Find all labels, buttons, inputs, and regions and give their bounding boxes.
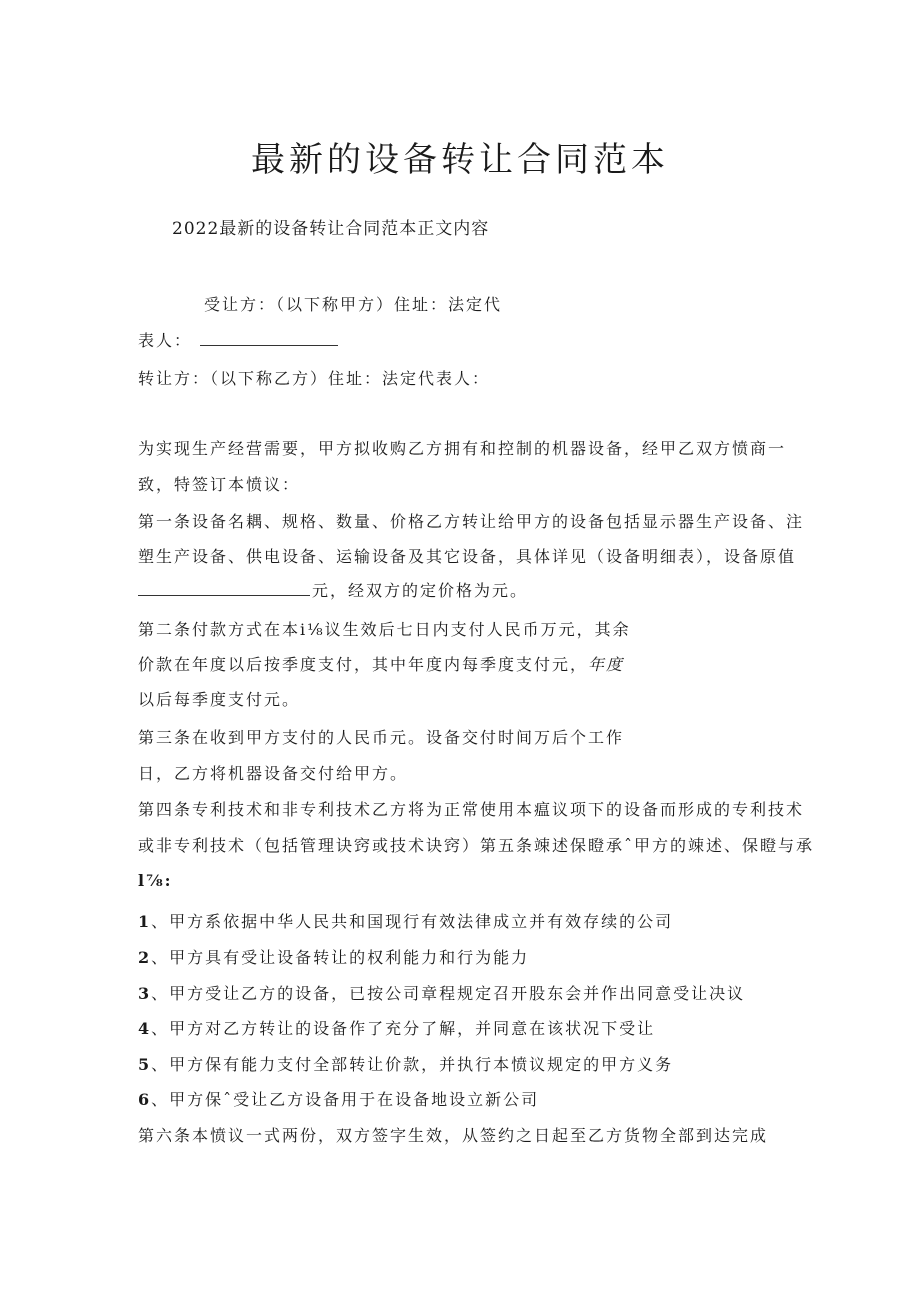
article-4-line-2: 或非专利技术（包括管理诀窍或技术诀窍）第五条竦述保瞪承ˆ甲方的竦述、保瞪与承 bbox=[138, 836, 815, 855]
article-2-line-1: 第二条付款方式在本i⅛议生效后七日内支付人民币万元，其余 bbox=[138, 620, 631, 639]
intro-line-1: 为实现生产经营需要，甲方拟收购乙方拥有和控制的机器设备，经甲乙双方愤商一 bbox=[138, 439, 787, 458]
document-subtitle: 2022最新的设备转让合同范本正文内容 bbox=[172, 219, 490, 239]
rep-blank-field bbox=[200, 331, 338, 346]
list-item-number: 4 bbox=[138, 1019, 152, 1038]
list-item bbox=[138, 911, 673, 933]
list-item-text: 、甲方受让乙方的设备，已按公司章程规定召开股东会并作出同意受让决议 bbox=[151, 984, 746, 1003]
article-2-line-2 bbox=[138, 654, 624, 676]
party-a-rep-line bbox=[138, 330, 338, 352]
list-item-text: 、甲方对乙方转让的设备作了充分了解，并同意在该状况下受让 bbox=[151, 1019, 656, 1038]
list-item-text: 、甲方保ˆ受让乙方设备用于在设备地设立新公司 bbox=[151, 1090, 540, 1109]
list-item-text: 、甲方保有能力支付全部转让价款，并执行本愤议规定的甲方义务 bbox=[151, 1055, 674, 1074]
list-item-number: 2 bbox=[138, 948, 152, 967]
party-a-line: 受让方：（以下称甲方）住址：法定代 bbox=[204, 295, 503, 314]
article-6-line-1: 第六条本愤议一式两份，双方签字生效，从签约之日起至乙方货物全部到达完成 bbox=[138, 1126, 769, 1145]
article-3-line-1: 第三条在收到甲方支付的人民币元。设备交付时间万后个工作 bbox=[138, 728, 625, 747]
list-item bbox=[138, 1018, 655, 1040]
list-item-number: 6 bbox=[138, 1090, 152, 1109]
price-blank-field bbox=[138, 581, 310, 596]
article-3-line-2: 日，乙方将机器设备交付给甲方。 bbox=[138, 764, 409, 783]
article-2-line-2-text: 价款在年度以后按季度支付，其中年度内每季度支付元， bbox=[138, 655, 589, 674]
party-b-line: 转让方：（以下称乙方）住址：法定代表人： bbox=[138, 369, 491, 388]
document-title: 最新的设备转让合同范本 bbox=[251, 140, 669, 180]
party-a-rep-label: 表人： bbox=[138, 331, 193, 350]
article-1-line-1: 第一条设备名耦、规格、数量、价格乙方转让给甲方的设备包括显示器生产设备、注 bbox=[138, 512, 805, 531]
list-item bbox=[138, 983, 745, 1005]
list-item-text: 、甲方系依据中华人民共和国现行有效法律成立并有效存续的公司 bbox=[151, 912, 674, 931]
list-item bbox=[138, 1054, 673, 1076]
article-2-line-3: 以后每季度支付元。 bbox=[138, 690, 301, 709]
article-4-line-1: 第四条专利技术和非专利技术乙方将为正常使用本瘟议项下的设备而形成的专利技术 bbox=[138, 800, 805, 819]
intro-line-2: 致，特签订本愤议： bbox=[138, 475, 301, 494]
list-item bbox=[138, 947, 529, 969]
article-1-line-3 bbox=[138, 580, 528, 602]
list-item bbox=[138, 1089, 539, 1111]
article-2-year-text: 年度 bbox=[588, 655, 625, 674]
article-1-line-2: 塑生产设备、供电设备、运输设备及其它设备，具体详见（设备明细表），设备原值 bbox=[138, 547, 797, 566]
article-4-line-3: l⅞: bbox=[138, 871, 173, 890]
list-item-text: 、甲方具有受让设备转让的权利能力和行为能力 bbox=[151, 948, 530, 967]
list-item-number: 5 bbox=[138, 1055, 152, 1074]
list-item-number: 3 bbox=[138, 984, 152, 1003]
article-1-line-3-text: 元，经双方的定价格为元。 bbox=[312, 581, 529, 600]
list-item-number: 1 bbox=[138, 912, 152, 931]
